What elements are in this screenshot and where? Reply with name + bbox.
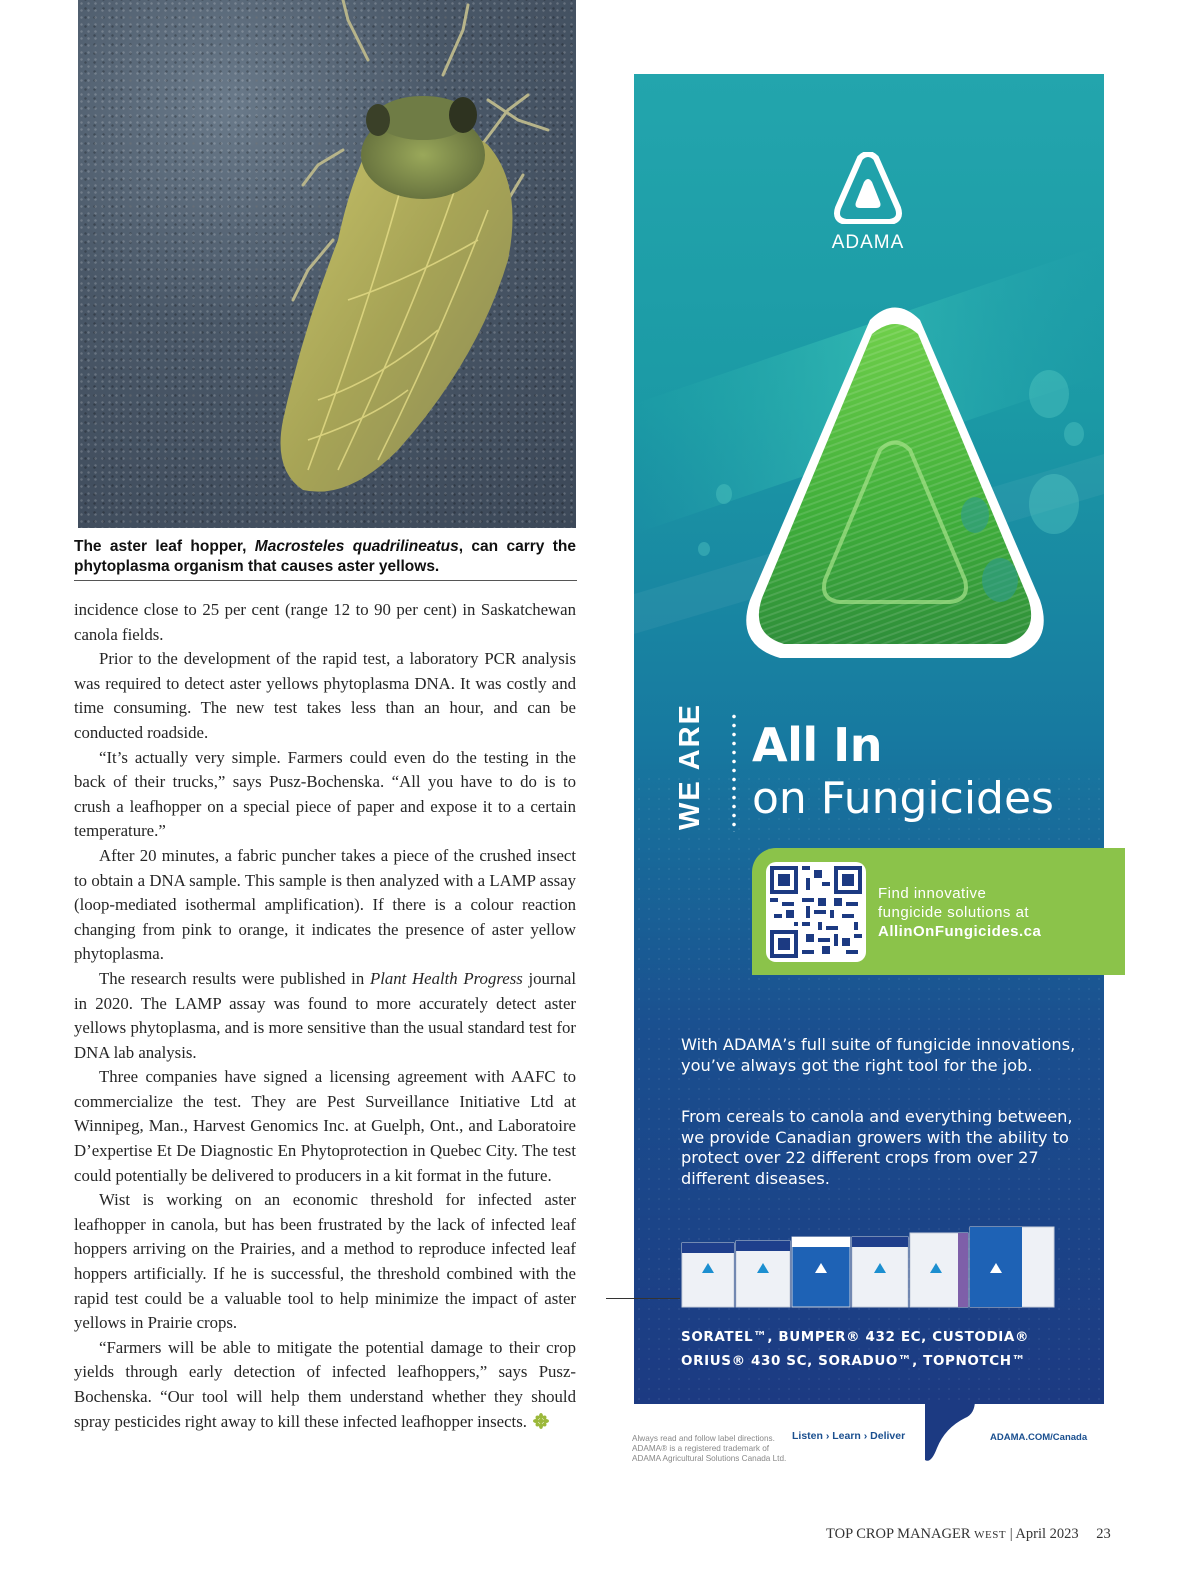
adama-website-link[interactable]: ADAMA.COM/Canada [990, 1432, 1088, 1443]
product-list-line-2: ORIUS® 430 SC, SORADUO™, TOPNOTCH™ [681, 1353, 1026, 1369]
caption-text: The aster leaf hopper, [74, 538, 255, 555]
product-box [792, 1237, 850, 1307]
article-paragraph [74, 1336, 576, 1434]
article-paragraph: “It’s actually very simple. Farmers could even do the testing in the back of their trucks,” says Pusz-Bochenska. “All you have to do is to crush a leafhopper on a special piece of paper and expose it to a certain temperature.” [74, 747, 576, 841]
callout-line-1: Find innovative [878, 885, 987, 902]
publication-name: TOP CROP MANAGER [826, 1526, 971, 1542]
leafhopper-photo [78, 0, 576, 528]
paragraph-text: “Farmers will be able to mitigate the potential damage to their crop yields through early detection of infected leafhoppers,” says Pusz-Bochenska. “Our tool will help them understand whether they should spray pesticides right away to kill these infected leafhopper insects. [74, 1337, 576, 1431]
leaf-end-icon [533, 1413, 549, 1429]
article-paragraph: Prior to the development of the rapid test, a laboratory PCR analysis was required to detect aster yellows phytoplasma DNA. It was costly and time consuming. The new test takes less than an hour, and can be conducted roadside. [74, 649, 576, 742]
dotted-divider [732, 712, 736, 832]
page-number: 23 [1096, 1526, 1111, 1542]
page-footer [826, 1526, 1111, 1543]
caption-text-end: , can carry the phytoplasma organism that causes aster yellows. [74, 538, 577, 575]
photo-caption [74, 537, 576, 577]
headline-line-2: on Fungicides [752, 773, 1054, 824]
ad-speech-tail [925, 1400, 975, 1464]
article-paragraph: Wist is working on an economic threshold for infected aster leafhopper in canola, but has been frustrated by the lack of infected leaf hoppers arriving on the Prairies, and a method to reproduce infected leaf hoppers artificially. If he is successful, the threshold combined with the rapid test could be a valuable tool to help minimize the impact of aster yellows in Prairie crops. [74, 1190, 576, 1333]
journal-title: Plant Health Progress [369, 968, 523, 988]
product-box [852, 1237, 908, 1307]
product-box [736, 1241, 790, 1307]
products-divider [606, 1298, 680, 1299]
article-paragraph [74, 967, 576, 1065]
we-are-text: WE ARE [674, 703, 706, 830]
qr-callout-text [878, 884, 1041, 941]
product-box [910, 1233, 968, 1307]
ad-copy-2: From cereals to canola and everything between, we provide Canadian growers with the ability to protect over 22 different crops from over 27 different diseases. [681, 1107, 1073, 1188]
article-paragraph: Three companies have signed a licensing agreement with AAFC to commercialize the test. They are Pest Surveillance Initiative Ltd at Winnipeg, Man., Harvest Genomics Inc. at Guelph, Ont., and Laboratoire D’expertise Et De Diagnostic En Phytoprotection in Quebec City. The test could potentially be delivered to producers in a kit format in the future. [74, 1067, 576, 1185]
callout-url-link[interactable]: AllinOnFungicides.ca [878, 923, 1042, 940]
article-paragraph: After 20 minutes, a fabric puncher takes a piece of the crushed insect to obtain a DNA sample. This sample is then analyzed with a LAMP assay (loop-mediated isothermal amplification). If there is a colour reaction changing from pink to orange, it indicates the presence of aster yellow phytoplasma. [74, 845, 576, 964]
we-are-label [652, 703, 732, 830]
leafhopper-illustration [78, 0, 576, 528]
issue-date: | April 2023 [1009, 1526, 1079, 1542]
adama-logo-icon [834, 152, 902, 224]
product-list [681, 1325, 1029, 1373]
callout-line-2: fungicide solutions at [878, 904, 1030, 921]
caption-species: Macrosteles quadrilineatus [254, 538, 459, 555]
qr-code[interactable] [766, 862, 866, 962]
caption-divider [74, 580, 577, 581]
ad-tagline: Listen › Learn › Deliver [792, 1430, 906, 1442]
product-box [682, 1243, 734, 1307]
article-paragraph: incidence close to 25 per cent (range 12 to 90 per cent) in Saskatchewan canola fields. [74, 600, 576, 644]
ad-copy-1: With ADAMA’s full suite of fungicide innovations, you’ve always got the right tool for the job. [681, 1035, 1076, 1075]
product-boxes [680, 1225, 1058, 1313]
publication-edition: WEST [974, 1529, 1007, 1541]
ad-headline [752, 718, 1054, 826]
product-list-line-1: SORATEL™, BUMPER® 432 EC, CUSTODIA® [681, 1329, 1030, 1345]
qr-code-icon [770, 866, 862, 958]
ad-disclaimer: Always read and follow label directions. ADAMA® is a registered trademark of ADAMA Agricultural Solutions Canada Ltd. [632, 1434, 787, 1463]
article-body [74, 598, 576, 1434]
adama-wordmark: ADAMA [831, 232, 905, 253]
product-box [970, 1227, 1054, 1307]
adama-triangle-graphic [720, 300, 1104, 720]
paragraph-text: The research results were published in [99, 968, 370, 988]
paragraph-text-end: journal in 2020. The LAMP assay was found to more accurately detect aster yellows phytoplasma, and is more sensitive than the usual standard test for DNA lab analysis. [74, 968, 577, 1062]
headline-line-1: All In [752, 718, 883, 772]
